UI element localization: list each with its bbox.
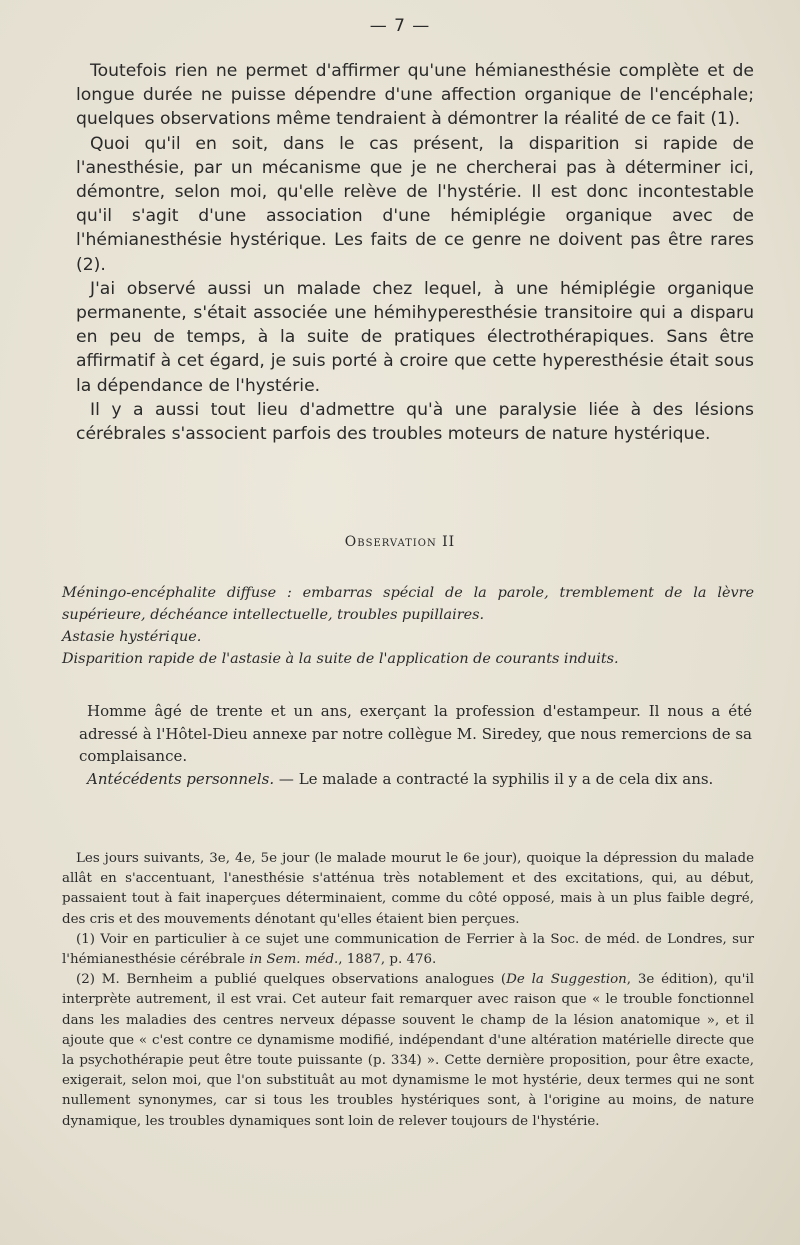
antecedents-paragraph	[79, 768, 752, 791]
paragraph: Il y a aussi tout lieu d'admettre qu'à une paralysie liée à des lésions cérébrales s'associent parfois des troubles moteurs de nature hystérique.	[76, 399, 754, 445]
footnote-1	[62, 930, 754, 970]
footnote-continuation: Les jours suivants, 3e, 4e, 5e jour (le malade mourut le 6e jour), quoique la dépression du malade allât en s'accentuant, l'anesthésie s'atténua très notablement et des excitations, qui, au début, passaient tout à fait inaperçues déterminaient, comme du côté opposé, mais à un plus faible degré, des cris et des mouvements dénotant qu'elles étaient bien perçues.	[62, 851, 754, 927]
paragraph: Toutefois rien ne permet d'affirmer qu'une hémianesthésie complète et de longue durée ne puisse dépendre d'une affection organique de l'encéphale; quelques observations même tendraient à démontrer la réalité de ce fait (1).	[76, 61, 754, 130]
footnote-text: , 1887, p. 476.	[338, 952, 437, 968]
footnote-text: (1) Voir en particulier à ce sujet une communication de Ferrier à la Soc. de méd. de Londres, sur l'hémianesthésie cérébrale	[62, 931, 754, 968]
antecedents-label: Antécédents personnels.	[87, 769, 275, 788]
paragraph: J'ai observé aussi un malade chez lequel, à une hémiplégie organique permanente, s'était associée une hémihyperesthésie transitoire qui a disparu en peu de temps, à la suite de pratiques électrothérapiques. Sans être affirmatif à cet égard, je suis porté à croire que cette hyperesthésie était sous la dépendance de l'hystérie.	[76, 278, 754, 396]
observation-title: Observation II	[344, 534, 456, 550]
paragraph: Quoi qu'il en soit, dans le cas présent, la disparition si rapide de l'anesthésie, par un mécanisme que je ne chercherai pas à déterminer ici, démontre, selon moi, qu'elle relève de l'hystérie. Il est donc incontestable qu'il s'agit d'une association d'une hémiplégie organique avec de l'hémianesthésie hystérique. Les faits de ce genre ne doivent pas être rares (2).	[76, 133, 754, 275]
summary-line: Disparition rapide de l'astasie à la suite de l'application de courants induits.	[62, 651, 619, 667]
case-text	[79, 700, 752, 790]
case-paragraph: Homme âgé de trente et un ans, exerçant la profession d'estampeur. Il nous a été adressé à l'Hôtel-Dieu annexe par notre collègue M. Siredey, que nous remercions de sa complaisance.	[79, 702, 752, 765]
footnote-2	[62, 970, 754, 1132]
main-text	[76, 59, 754, 446]
footnotes	[62, 849, 754, 1132]
footnote-citation: De la Suggestion	[506, 972, 627, 988]
observation-summary	[62, 582, 754, 670]
page-number: — 7 —	[369, 16, 431, 36]
footnote-citation: in Sem. méd.	[249, 952, 339, 968]
footnote-text: , 3e édition), qu'il interprète autrement, il est vrai. Cet auteur fait remarquer avec raison que « le trouble fonctionnel dans les maladies des centres nerveux dépasse souvent le champ de la lésion anatomique », et il ajoute que « c'est contre ce dynamisme modifié, indépendant d'une altération matérielle directe que la psychothérapie peut être toute puissante (p. 334) ». Cette dernière proposition, pour être exacte, exigerait, selon moi, que l'on substituât au mot dynamisme le mot hystérie, deux termes qui ne sont nullement synonymes, car si tous les troubles hystériques sont, à l'origine au moins, de nature dynamique, les troubles dynamiques sont loin de relever toujours de l'hystérie.	[62, 972, 754, 1129]
footnote-text: (2) M. Bernheim a publié quelques observations analogues (	[76, 972, 507, 988]
summary-line: Méningo-encéphalite diffuse : embarras spécial de la parole, tremblement de la lèvre supérieure, déchéance intellectuelle, troubles pupillaires.	[62, 585, 754, 623]
summary-line: Astasie hystérique.	[62, 629, 202, 645]
antecedents-text: — Le malade a contracté la syphilis il y a de cela dix ans.	[274, 769, 714, 788]
